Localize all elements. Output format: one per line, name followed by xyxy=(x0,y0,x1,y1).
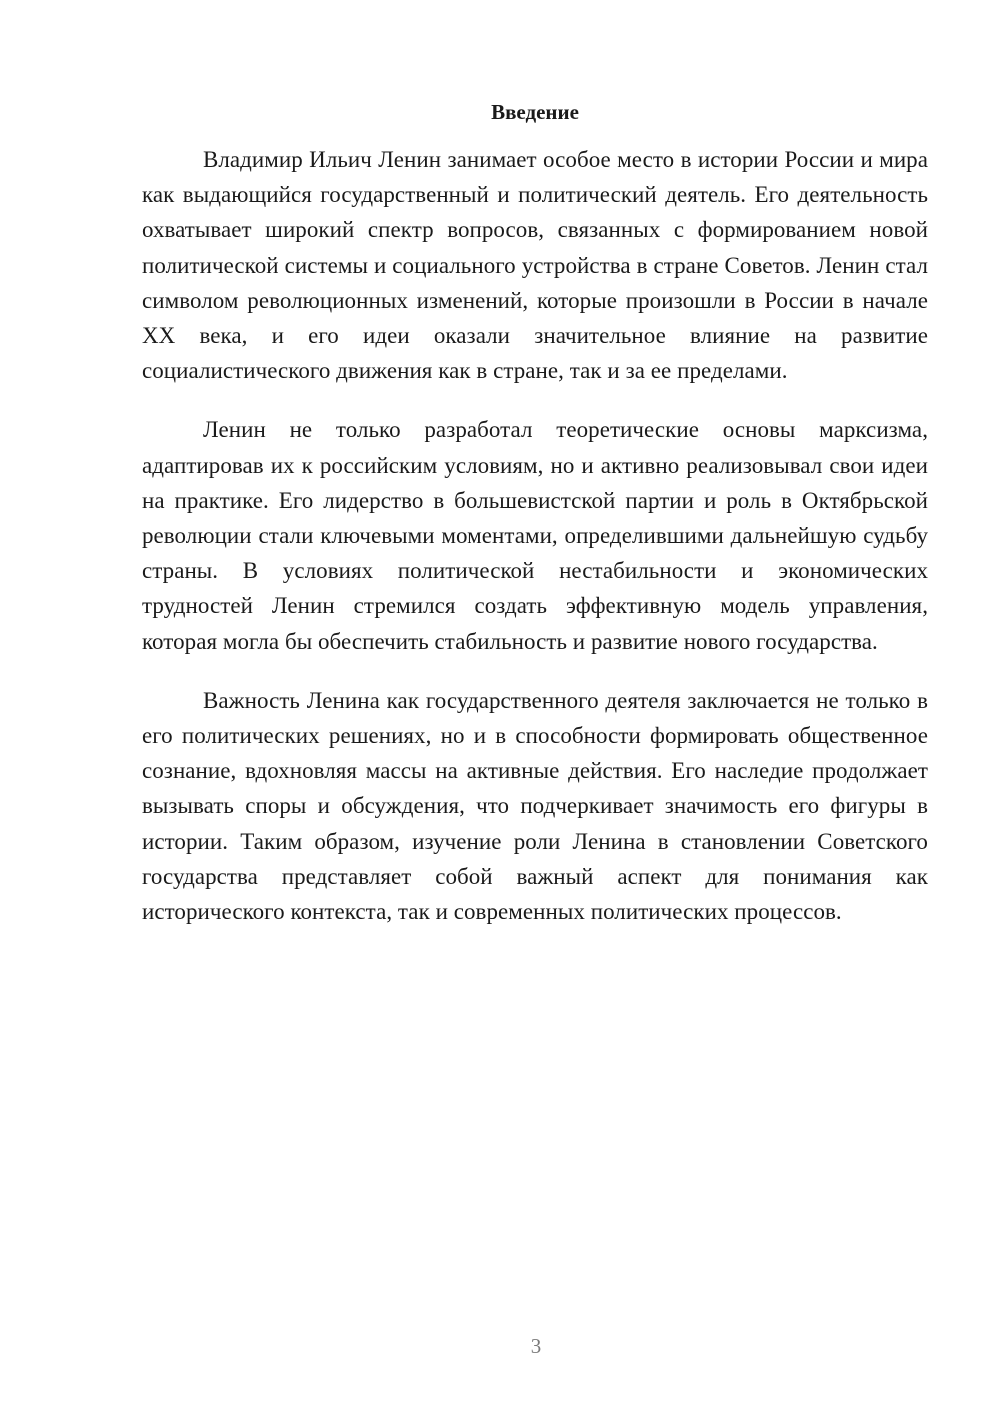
section-heading: Введение xyxy=(491,100,579,124)
body-text xyxy=(142,142,928,953)
paragraph-1: Владимир Ильич Ленин занимает особое место в истории России и мира как выдающийся государственный и политический деятель. Его деятельность охватывает широкий спектр вопросов, связанных с формированием новой политической системы и социального устройства в стране Советов. Ленин стал символом революционных изменений, которые произошли в России в начале XX века, и его идеи оказали значительное влияние на развитие социалистического движения как в стране, так и за ее пределами. xyxy=(142,147,928,384)
paragraph-3: Важность Ленина как государственного деятеля заключается не только в его политических решениях, но и в способности формировать общественное сознание, вдохновляя массы на активные действия. Его наследие продолжает вызывать споры и обсуждения, что подчеркивает значимость его фигуры в истории. Таким образом, изучение роли Ленина в становлении Советского государства представляет собой важный аспект для понимания как исторического контекста, так и современных политических процессов. xyxy=(142,687,928,925)
page-number: 3 xyxy=(530,1334,542,1358)
paragraph-2: Ленин не только разработал теоретические основы марксизма, адаптировав их к российским условиям, но и активно реализовывал свои идеи на практике. Его лидерство в большевистской партии и роль в Октябрьской революции стали ключевыми моментами, определившими дальнейшую судьбу страны. В условиях политической нестабильности и экономических трудностей Ленин стремился создать эффективную модель управления, которая могла бы обеспечить стабильность и развитие нового государства. xyxy=(142,417,928,654)
